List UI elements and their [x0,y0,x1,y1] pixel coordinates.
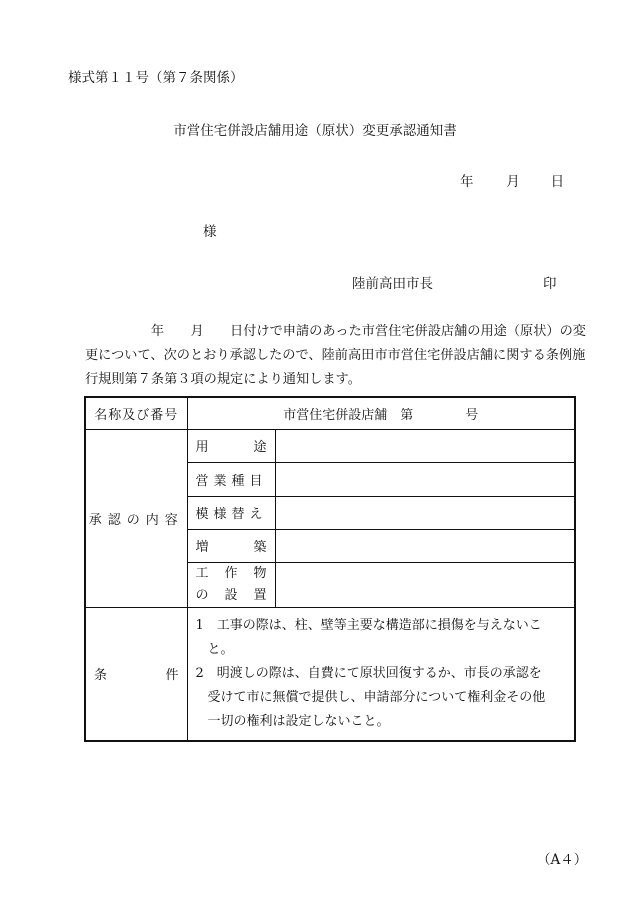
table-row [85,397,575,429]
date-year: 年 [460,174,474,190]
approval-label-text: 承認の内容 [88,512,184,528]
label-char: 置 [253,587,267,603]
condition-line: 2 明渡しの際は、自費にて原状回復するか、市長の承認を [195,665,542,681]
item-label-use [187,429,275,462]
label-char: 設 [224,587,238,603]
label-char: 件 [165,668,179,684]
label-char: の [195,587,209,603]
condition-line: 一切の権利は設定しないこと。 [207,713,390,729]
body-line: 年 月 日付けで申請のあった市営住宅併設店舗の用途（原状）の変 [85,324,586,339]
item-label-business: 営業種目 [187,462,275,496]
label-char: 築 [253,540,267,555]
item-label-remodel: 模様替え [187,496,275,529]
item-value [275,529,575,562]
name-value: 市営住宅併設店舗 第 号 [187,397,575,429]
seal-mark: 印 [543,276,557,292]
approval-table [84,396,576,742]
table-row [85,607,575,741]
item-label-extension [187,529,275,562]
label-char: 用 [195,440,209,455]
label-char: 作 [224,565,238,581]
item-value [275,429,575,462]
label-char: 増 [195,540,209,555]
item-label-structure [187,562,275,607]
condition-line: 1 工事の際は、柱、壁等主要な構造部に損傷を与えないこ [195,617,542,633]
conditions-label [85,607,187,741]
form-number: 様式第１１号（第７条関係） [68,70,244,86]
document-title: 市営住宅併設店舗用途（原状）変更承認通知書 [173,123,457,139]
date-line [460,170,564,190]
date-day: 日 [550,174,565,190]
table-row [85,429,575,462]
body-line: 行規則第７条第３項の規定により通知します。 [85,372,361,387]
item-value [275,462,575,496]
name-label: 名称及び番号 [85,397,187,429]
date-month: 月 [506,174,520,190]
label-char: 物 [253,565,267,581]
item-value [275,562,575,607]
body-line: 更について、次のとおり承認したので、陸前高田市市営住宅併設店舗に関する条例施 [85,348,586,363]
condition-line: と。 [207,641,234,657]
body-text [85,320,586,392]
condition-line: 受けて市に無償で提供し、申請部分について権利金その他 [207,689,546,705]
item-value [275,496,575,529]
label-char: 工 [195,565,209,581]
paper-size-note: （A４） [537,852,588,868]
addressee-suffix: 様 [203,224,217,240]
issuer-name: 陸前高田市長 [352,276,433,292]
label-char: 条 [94,668,108,684]
approval-label [85,429,187,607]
conditions-text [187,607,575,741]
label-char: 途 [253,440,267,455]
